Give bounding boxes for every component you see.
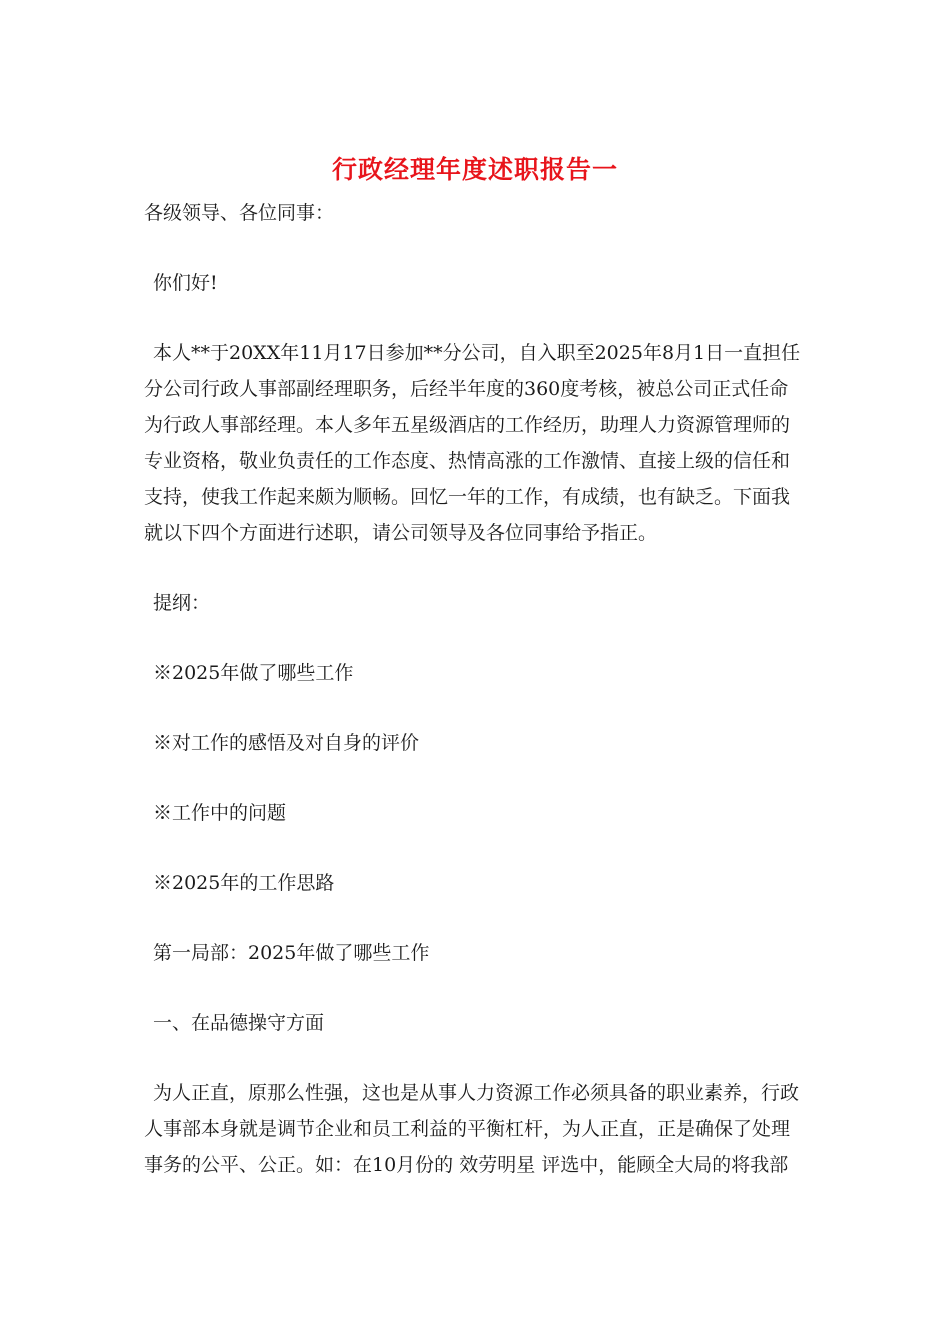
- document-body: [144, 195, 804, 1183]
- salutation: 各级领导、各位同事：: [144, 202, 335, 224]
- outline-item: ※对工作的感悟及对自身的评价: [153, 732, 420, 754]
- greeting-line: 你们好!: [153, 272, 218, 294]
- intro-paragraph: 本人**于20XX年11月17日参加**分公司，自入职至2025年8月1日一直担任分公司行政人事部副经理职务，后经半年度的360度考核，被总公司正式任命为行政人事部经理。本人多年五星级酒店的工作经历，助理人力资源管理师的专业资格，敬业负责任的工作态度、热情高涨的工作激情、直接上级的信任和支持，使我工作起来颇为顺畅。回忆一年的工作，有成绩，也有缺乏。下面我就以下四个方面进行述职，请公司领导及各位同事给予指正。: [144, 342, 801, 544]
- outline-item: ※2025年做了哪些工作: [153, 662, 354, 684]
- section-heading: 第一局部：2025年做了哪些工作: [153, 942, 430, 964]
- outline-item: ※2025年的工作思路: [153, 872, 335, 894]
- body-paragraph: 为人正直，原那么性强，这也是从事人力资源工作必须具备的职业素养，行政人事部本身就是调节企业和员工利益的平衡杠杆，为人正直，正是确保了处理事务的公平、公正。如：在10月份的 效劳明星 评选中，能顾全大局的将我部: [144, 1082, 800, 1176]
- outline-item: ※工作中的问题: [153, 802, 287, 824]
- document-title: 行政经理年度述职报告一: [331, 155, 618, 184]
- outline-heading: 提纲：: [153, 592, 211, 614]
- subsection-heading: 一、在品德操守方面: [153, 1012, 325, 1034]
